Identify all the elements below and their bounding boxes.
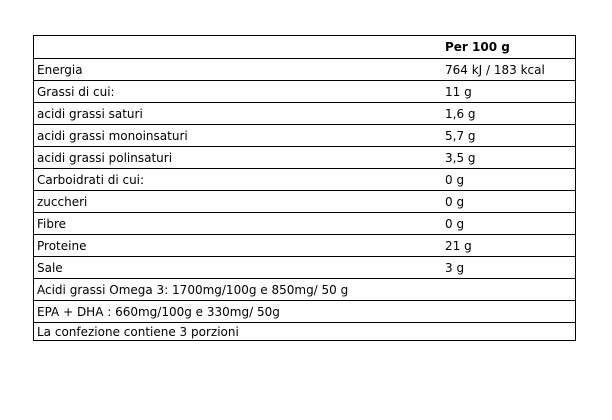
table-row: [34, 102, 575, 125]
row-label: Carboidrati di cui:: [37, 173, 145, 187]
row-label: acidi grassi monoinsaturi: [37, 129, 188, 143]
row-value: 0 g: [445, 217, 465, 231]
row-value: 1,6 g: [445, 107, 476, 121]
portions-note: La confezione contiene 3 porzioni: [37, 325, 239, 339]
row-label: zuccheri: [37, 195, 88, 209]
table-row: [34, 168, 575, 191]
row-label: acidi grassi saturi: [37, 107, 143, 121]
table-row: [34, 234, 575, 257]
table-row: [34, 80, 575, 103]
table-row: [34, 124, 575, 147]
row-label: Fibre: [37, 217, 67, 231]
row-value: 0 g: [445, 173, 465, 187]
table-row: [34, 190, 575, 213]
note-row: [34, 278, 575, 301]
row-label: Sale: [37, 261, 63, 275]
nutrition-table: [33, 35, 576, 341]
table-row: [34, 212, 575, 235]
epa-dha-note: EPA + DHA : 660mg/100g e 330mg/ 50g: [37, 305, 280, 319]
table-row: [34, 146, 575, 169]
row-label: Grassi di cui:: [37, 85, 115, 99]
row-value: 3,5 g: [445, 151, 476, 165]
column-header-per-100g: Per 100 g: [445, 40, 510, 54]
row-value: 21 g: [445, 239, 472, 253]
row-value: 764 kJ / 183 kcal: [445, 63, 545, 77]
row-value: 11 g: [445, 85, 472, 99]
note-row: [34, 300, 575, 323]
note-row: [34, 322, 575, 342]
row-label: Energia: [37, 63, 83, 77]
row-value: 3 g: [445, 261, 465, 275]
row-value: 0 g: [445, 195, 465, 209]
row-label: acidi grassi polinsaturi: [37, 151, 173, 165]
table-header-row: [34, 36, 575, 58]
table-row: [34, 58, 575, 81]
table-row: [34, 256, 575, 279]
omega3-note: Acidi grassi Omega 3: 1700mg/100g e 850mg/ 50 g: [37, 283, 349, 297]
row-label: Proteine: [37, 239, 87, 253]
row-value: 5,7 g: [445, 129, 476, 143]
